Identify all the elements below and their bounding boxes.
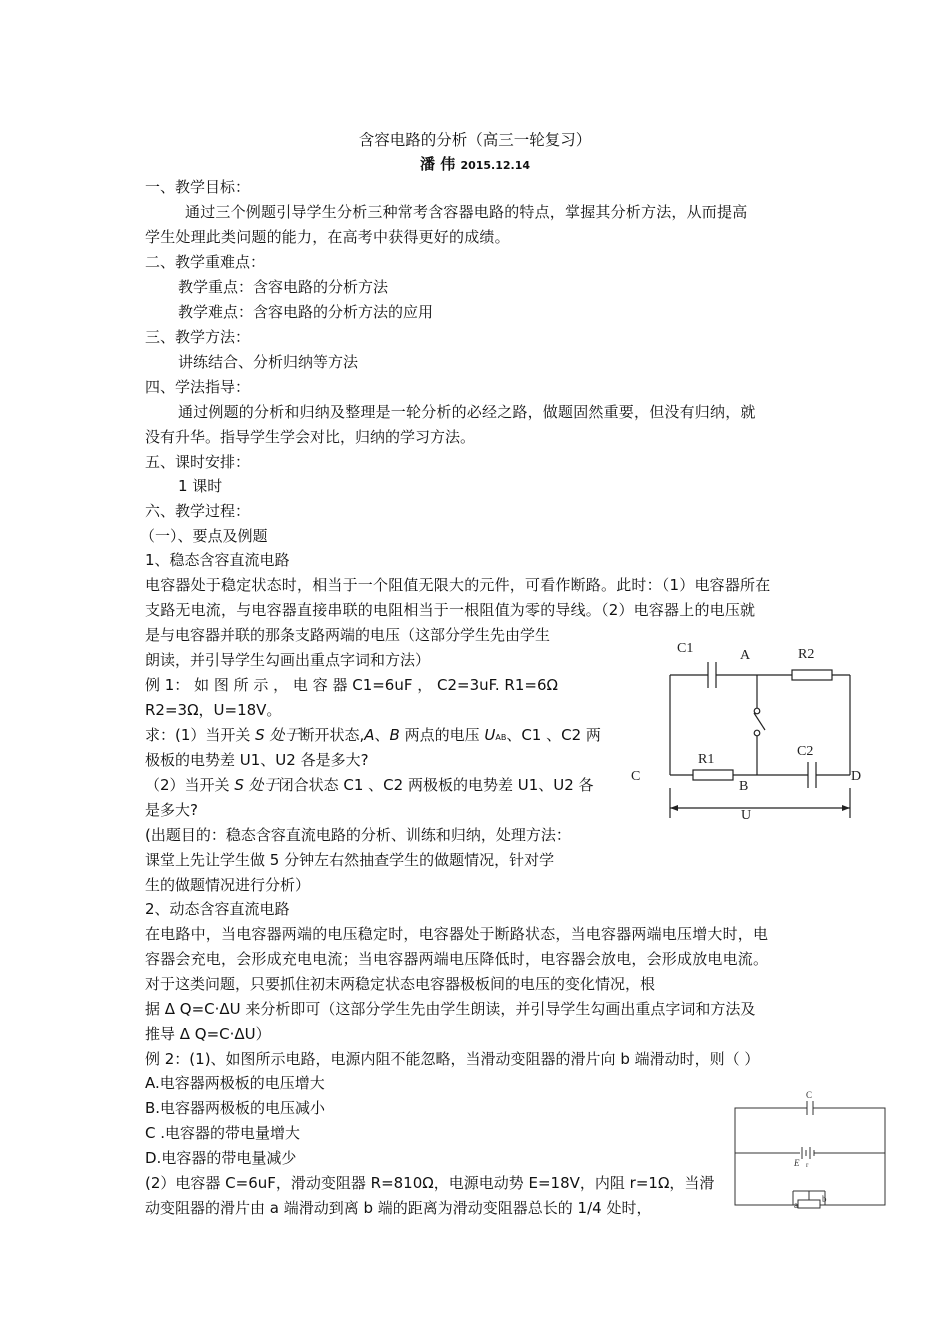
doc-date: 2015.12.14 (460, 159, 531, 172)
paragraph-line: 容器会充电，会形成充电电流；当电容器两端电压降低时，电容器会放电，会形成放电电流。 (145, 950, 769, 968)
example-line: (2）电容器 C=6uF，滑动变阻器 R=810Ω，电源电动势 E=18V，内阻 r=1Ω，当滑 (145, 1174, 715, 1192)
label-r2: R2 (798, 647, 815, 662)
example-line: 是多大? (145, 801, 198, 819)
text-run: （2）当开关 (145, 776, 235, 794)
doc-author-line (0, 153, 950, 174)
label-r: r (806, 1161, 809, 1169)
paragraph-line: 支路无电流，与电容器直接串联的电阻相当于一根阻值为零的导线。（2）电容器上的电压就 (145, 601, 756, 619)
example-line: 例 1： 如 图 所 示 ， 电 容 器 C1=6uF ， C2=3uF. R1=6Ω (145, 676, 558, 694)
circuit-diagram-2 (728, 1088, 893, 1213)
paragraph-line: 电容器处于稳定状态时，相当于一个阻值无限大的元件，可看作断路。此时：（1）电容器所在 (145, 576, 771, 594)
label-b: B (739, 779, 749, 794)
label-c2: C2 (797, 744, 814, 759)
label-a: a (794, 1200, 798, 1210)
example-line: 生的做题情况进行分析） (145, 876, 311, 894)
subsection-heading: （一）、要点及例题 (140, 527, 268, 545)
example-line: 极板的电势差 U1、U2 各是多大? (145, 751, 369, 769)
text-run: U (484, 726, 496, 744)
section-heading: 五、课时安排： (145, 453, 251, 471)
paragraph-line: 学生处理此类问题的能力，在高考中获得更好的成绩。 (145, 228, 510, 246)
label-u: U (741, 808, 752, 823)
paragraph-line: 通过例题的分析和归纳及整理是一轮分析的必经之路，做题固然重要，但没有归纳，就 (178, 403, 756, 421)
text-run: 求：(1）当开关 (145, 726, 256, 744)
label-a: A (740, 648, 751, 663)
example-line (145, 775, 594, 795)
topic-heading: 1、稳态含容直流电路 (145, 551, 290, 569)
example-line: 动变阻器的滑片由 a 端滑动到离 b 端的距离为滑动变阻器总长的 1/4 处时， (145, 1199, 652, 1217)
text-run: S 处于 (234, 776, 279, 794)
paragraph-line: 对于这类问题，只要抓住初末两稳定状态电容器极板间的电压的变化情况，根 (145, 975, 656, 993)
section-heading: 一、教学目标： (145, 178, 251, 196)
example-line: 课堂上先让学生做 5 分钟左右然抽查学生的做题情况，针对学 (145, 851, 555, 869)
doc-title: 含容电路的分析（高三一轮复习） (358, 131, 592, 149)
section-heading: 二、教学重难点： (145, 253, 266, 271)
text-run: 两点的电压 (399, 726, 485, 744)
option-c: C .电容器的带电量增大 (145, 1124, 301, 1142)
paragraph-line: 在电路中，当电容器两端的电压稳定时，电容器处于断路状态，当电容器两端电压增大时，电 (145, 925, 769, 943)
option-b: B.电容器两极板的电压减小 (145, 1099, 326, 1117)
author-name: 潘 伟 (419, 155, 456, 173)
example-line: R2=3Ω，U=18V。 (145, 701, 282, 719)
text-run: B (389, 726, 400, 744)
label-c: C (631, 769, 641, 784)
text-run: 闭合状态 C1 、C2 两极板的电势差 U1、U2 各 (278, 776, 594, 794)
label-c1: C1 (677, 641, 694, 656)
paragraph-line: 教学重点：含容电路的分析方法 (178, 278, 389, 296)
text-run: 断开状态, (299, 726, 365, 744)
label-c: C (806, 1090, 813, 1100)
section-heading: 六、教学过程： (145, 502, 251, 520)
paragraph-line: 是与电容器并联的那条支路两端的电压（这部分学生先由学生 (145, 626, 551, 644)
paragraph-line: 教学难点：含容电路的分析方法的应用 (178, 303, 434, 321)
paragraph-line: 没有升华。指导学生学会对比，归纳的学习方法。 (145, 428, 476, 446)
circuit-diagram-1 (625, 630, 875, 830)
example-line: (出题目的：稳态含容直流电路的分析、训练和归纳，处理方法： (145, 826, 571, 844)
text-run: S 处于 (255, 726, 300, 744)
label-r1: R1 (698, 752, 715, 767)
paragraph-line: 朗读，并引导学生勾画出重点字词和方法） (145, 651, 431, 669)
label-e: E (794, 1158, 800, 1168)
text-run: 、C1 、C2 两 (506, 726, 601, 744)
label-b: b (822, 1194, 827, 1204)
text-run: AB (495, 733, 507, 742)
paragraph-line: 讲练结合、分析归纳等方法 (178, 353, 359, 371)
text-run: 、 (374, 726, 390, 744)
paragraph-line: 1 课时 (178, 477, 223, 495)
label-d: D (851, 769, 862, 784)
option-d: D.电容器的带电量减少 (145, 1149, 297, 1167)
section-heading: 三、教学方法： (145, 328, 251, 346)
paragraph-line: 据 Δ Q=C·ΔU 来分析即可（这部分学生先由学生朗读，并引导学生勾画出重点字词和方法及 (145, 1000, 756, 1018)
example-line: 例 2：(1)、如图所示电路，电源内阻不能忽略，当滑动变阻器的滑片向 b 端滑动时，则（ ） (145, 1050, 760, 1068)
example-line (145, 725, 601, 748)
paragraph-line: 推导 Δ Q=C·ΔU） (145, 1025, 271, 1043)
paragraph-line: 通过三个例题引导学生分析三种常考含容器电路的特点，掌握其分析方法，从而提高 (185, 203, 748, 221)
text-run: A (364, 726, 375, 744)
topic-heading: 2、动态含容直流电路 (145, 900, 290, 918)
option-a: A.电容器两极板的电压增大 (145, 1074, 325, 1092)
section-heading: 四、学法指导： (145, 378, 251, 396)
